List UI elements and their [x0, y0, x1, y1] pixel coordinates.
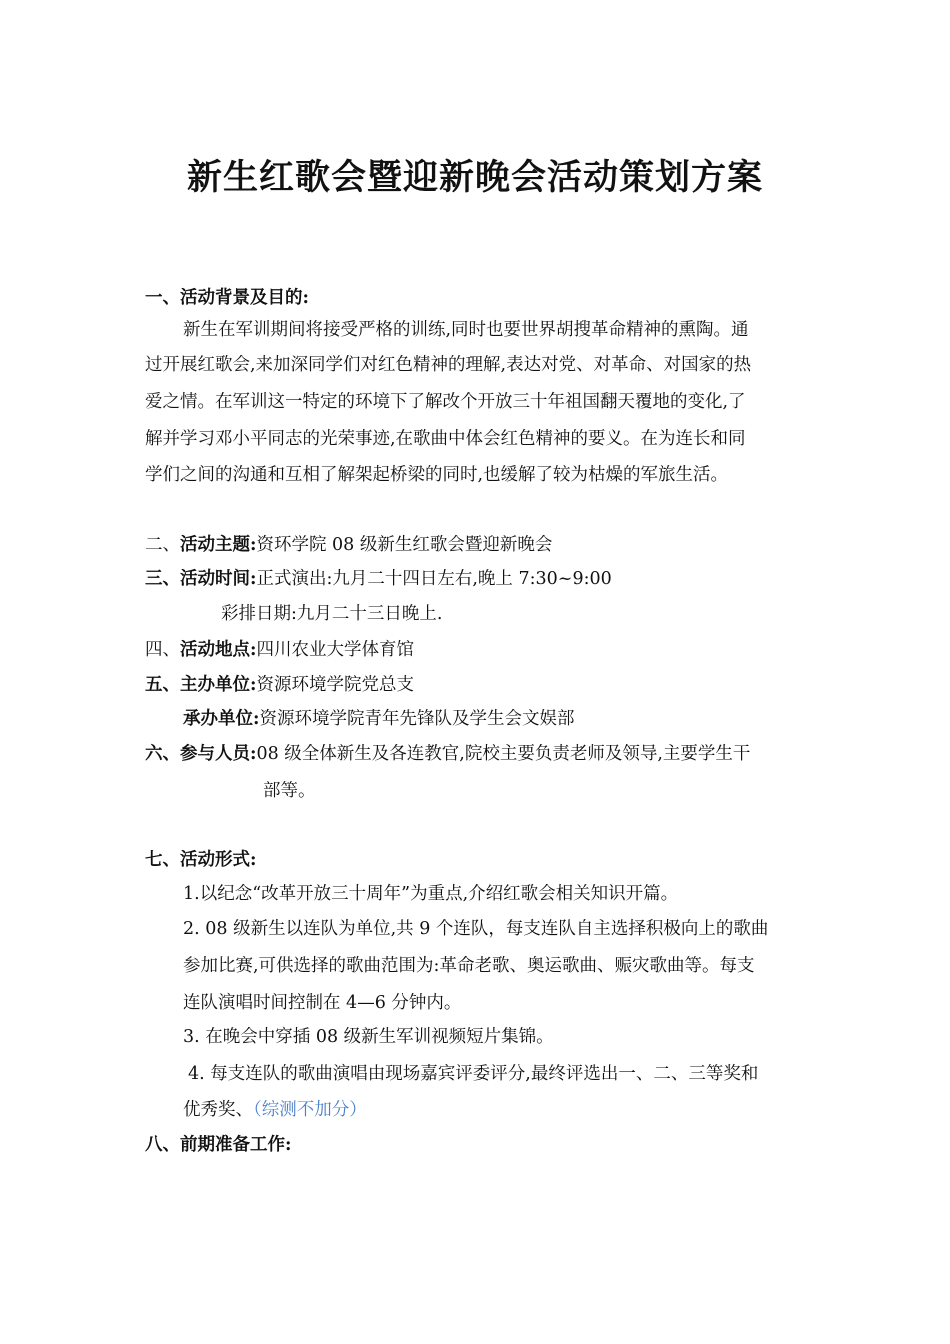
section-2-value: 资环学院 08 级新生红歌会暨迎新晚会 — [256, 535, 553, 555]
section-4-prefix: 四、 — [145, 640, 180, 660]
section-2 — [145, 533, 552, 557]
section-6-value-cont: 部等。 — [263, 781, 316, 801]
section-1-heading: 一、活动背景及目的: — [145, 288, 309, 308]
section-7-item-2-line-3: 连队演唱时间控制在 4—6 分钟内。 — [183, 993, 462, 1013]
section-4 — [145, 638, 414, 662]
section-2-label: 活动主题: — [180, 535, 257, 555]
section-6 — [145, 742, 750, 766]
section-7-item-4-line-1: 4. 每支连队的歌曲演唱由现场嘉宾评委评分,最终评选出一、二、三等奖和 — [188, 1064, 759, 1084]
section-3 — [145, 567, 612, 591]
section-6-value: 08 级全体新生及各连教官,院校主要负责老师及领导,主要学生干 — [256, 744, 751, 764]
section-5-value: 资源环境学院党总支 — [256, 675, 414, 695]
section-1-line-5: 学们之间的沟通和互相了解架起桥梁的同时,也缓解了较为枯燥的军旅生活。 — [145, 465, 729, 485]
section-3-value: 正式演出:九月二十四日左右,晚上 7:30~9:00 — [256, 569, 612, 589]
section-1-line-4: 解并学习邓小平同志的光荣事迹,在歌曲中体会红色精神的要义。在为连长和同 — [145, 429, 746, 449]
section-3-rehearsal: 彩排日期:九月二十三日晚上. — [221, 604, 443, 624]
section-5-organizer — [183, 707, 574, 731]
section-5-label-2: 承办单位: — [183, 709, 260, 729]
section-7-item-1: 1.以纪念“改革开放三十周年”为重点,介绍红歌会相关知识开篇。 — [183, 884, 679, 904]
section-7-item-4-line-2 — [183, 1098, 367, 1122]
section-4-label: 活动地点: — [180, 640, 257, 660]
section-7-item-2-line-2: 参加比赛,可供选择的歌曲范围为:革命老歌、奥运歌曲、赈灾歌曲等。每支 — [183, 956, 755, 976]
section-3-label: 三、活动时间: — [145, 569, 257, 589]
section-5-value-2: 资源环境学院青年先锋队及学生会文娱部 — [259, 709, 575, 729]
section-4-value: 四川农业大学体育馆 — [256, 640, 414, 660]
section-1-line-1: 新生在军训期间将接受严格的训练,同时也要世界胡搜革命精神的熏陶。通 — [183, 320, 749, 340]
section-7-item-4-note: （综测不加分） — [253, 1100, 367, 1120]
section-5 — [145, 673, 414, 697]
section-1-line-2: 过开展红歌会,来加深同学们对红色精神的理解,表达对党、对革命、对国家的热 — [145, 355, 752, 375]
document-title: 新生红歌会暨迎新晚会活动策划方案 — [186, 157, 763, 198]
section-7-item-2-line-1: 2. 08 级新生以连队为单位,共 9 个连队，每支连队自主选择积极向上的歌曲 — [183, 919, 769, 939]
section-1-line-3: 爱之情。在军训这一特定的环境下了解改个开放三十年祖国翻天覆地的变化,了 — [145, 392, 746, 412]
section-7-item-4-text: 优秀奖、 — [183, 1100, 253, 1120]
section-5-label: 五、主办单位: — [145, 675, 257, 695]
section-6-label: 六、参与人员: — [145, 744, 257, 764]
section-2-prefix: 二、 — [145, 535, 180, 555]
section-7-heading: 七、活动形式: — [145, 850, 257, 870]
section-7-item-3: 3. 在晚会中穿插 08 级新生军训视频短片集锦。 — [183, 1027, 554, 1047]
section-8-heading: 八、前期准备工作: — [145, 1135, 292, 1155]
